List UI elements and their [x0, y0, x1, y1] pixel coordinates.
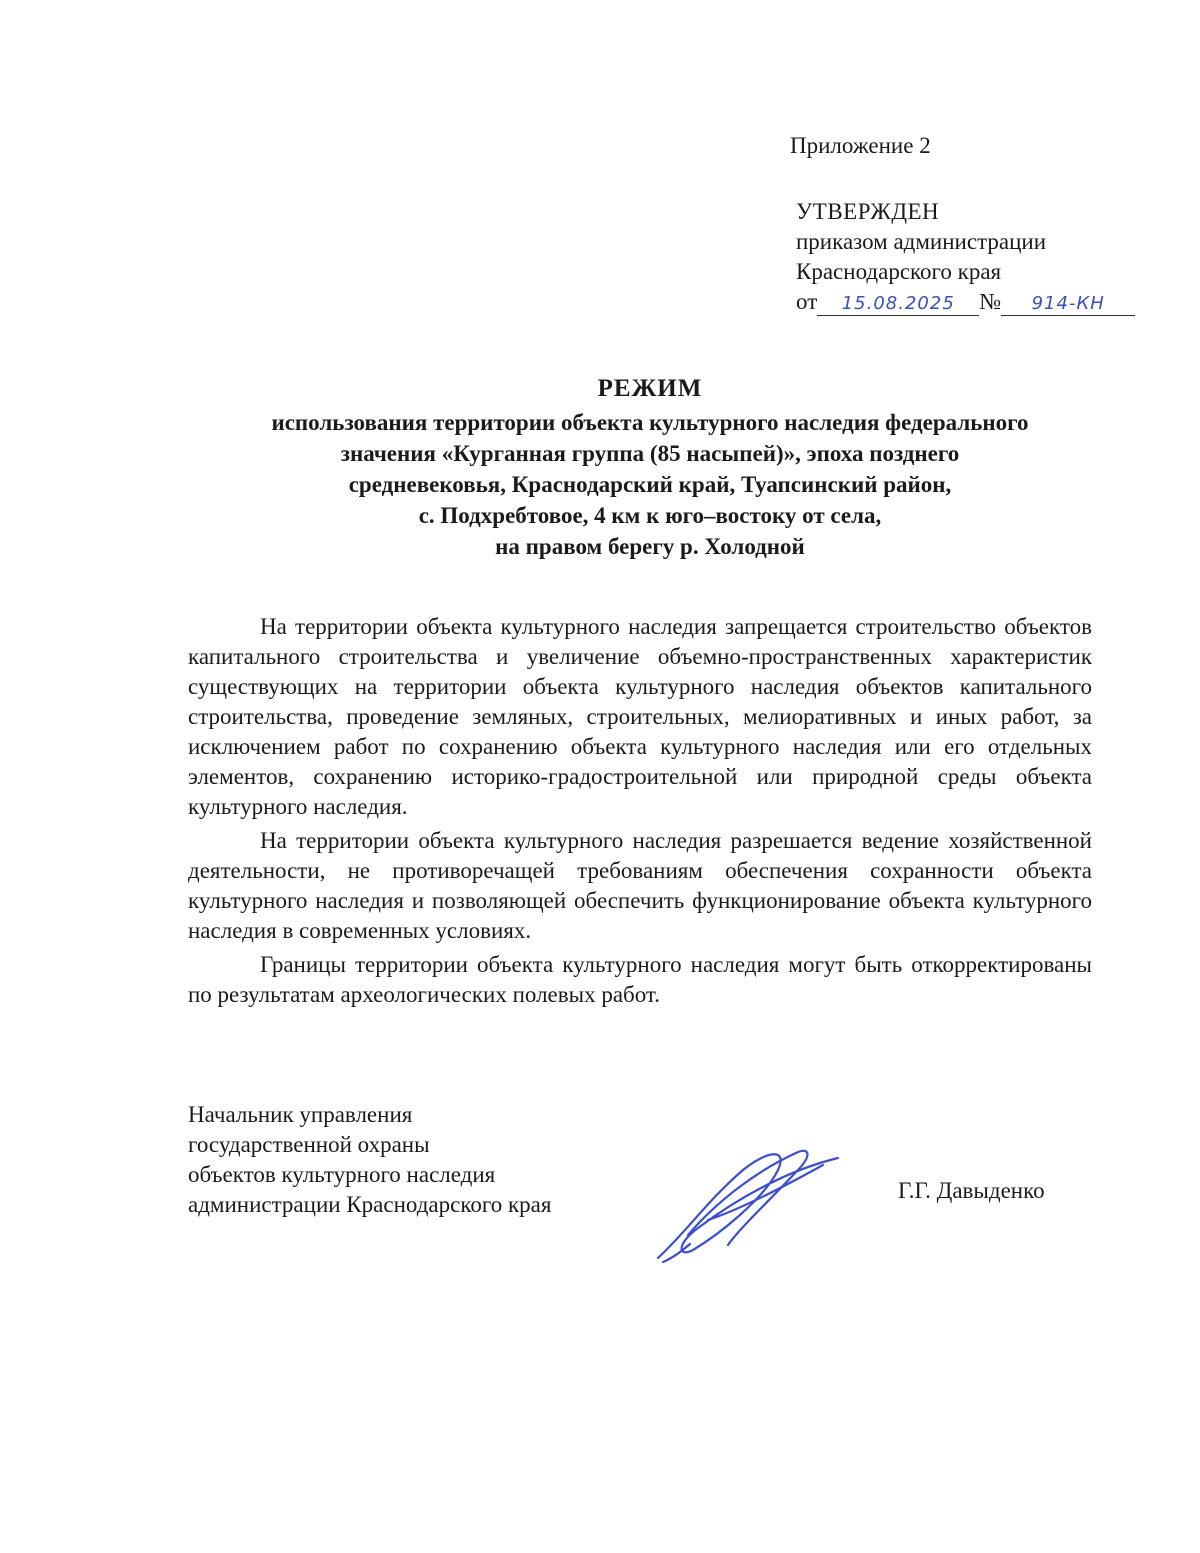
subtitle-line: использования территории объекта культурного наследия федерального [271, 410, 1029, 435]
subtitle-line: на правом берегу р. Холодной [495, 534, 805, 559]
position-line: государственной охраны [188, 1132, 430, 1157]
position-line: объектов культурного наследия [188, 1162, 496, 1187]
document-title [190, 375, 1110, 562]
approved-label: УТВЕРЖДЕН [796, 199, 940, 224]
order-date-handwritten: 15.08.2025 [817, 293, 979, 316]
body-paragraph: На территории объекта культурного наследия запрещается строительство объектов капитального строительства и увеличение объемно-пространственных характеристик существующих на территории объекта культурного наследия объектов капитального строительства, проведение земляных, строительных, мелиоративных и иных работ, за исключением работ по сохранению объекта культурного наследия или его отдельных элементов, сохранению историко-градостроительной или природной среды объекта культурного наследия. [188, 614, 1092, 819]
approval-block [796, 197, 1135, 317]
approved-by-line: приказом администрации [796, 229, 1047, 254]
subtitle-line: с. Подхребтовое, 4 км к юго–востоку от села, [418, 503, 882, 528]
handwritten-signature [648, 1140, 848, 1270]
subtitle-line: значения «Курганная группа (85 насыпей)», эпоха позднего [340, 441, 960, 466]
number-prefix: № [979, 289, 1002, 314]
title-heading: РЕЖИМ [597, 375, 703, 402]
approved-by-line: Краснодарского края [796, 259, 1002, 284]
order-number-handwritten: 914-КН [1001, 293, 1135, 316]
position-line: администрации Краснодарского края [188, 1192, 552, 1217]
document-body [188, 612, 1092, 1014]
title-subtitle [190, 407, 1110, 562]
position-line: Начальник управления [188, 1102, 413, 1127]
signer-name: Г.Г. Давыденко [898, 1178, 1045, 1203]
body-paragraph: На территории объекта культурного наследия разрешается ведение хозяйственной деятельности, не противоречащей требованиям обеспечения сохранности объекта культурного наследия и позволяющей обеспечить функционирование объекта культурного наследия в современных условиях. [188, 828, 1092, 943]
subtitle-line: средневековья, Краснодарский край, Туапсинский район, [348, 472, 952, 497]
date-prefix: от [796, 289, 818, 314]
body-paragraph: Границы территории объекта культурного наследия могут быть откорректированы по результатам археологических полевых работ. [188, 952, 1092, 1007]
signatory-position [188, 1100, 551, 1220]
order-date-number-line [796, 287, 1135, 317]
appendix-label: Приложение 2 [790, 133, 931, 158]
